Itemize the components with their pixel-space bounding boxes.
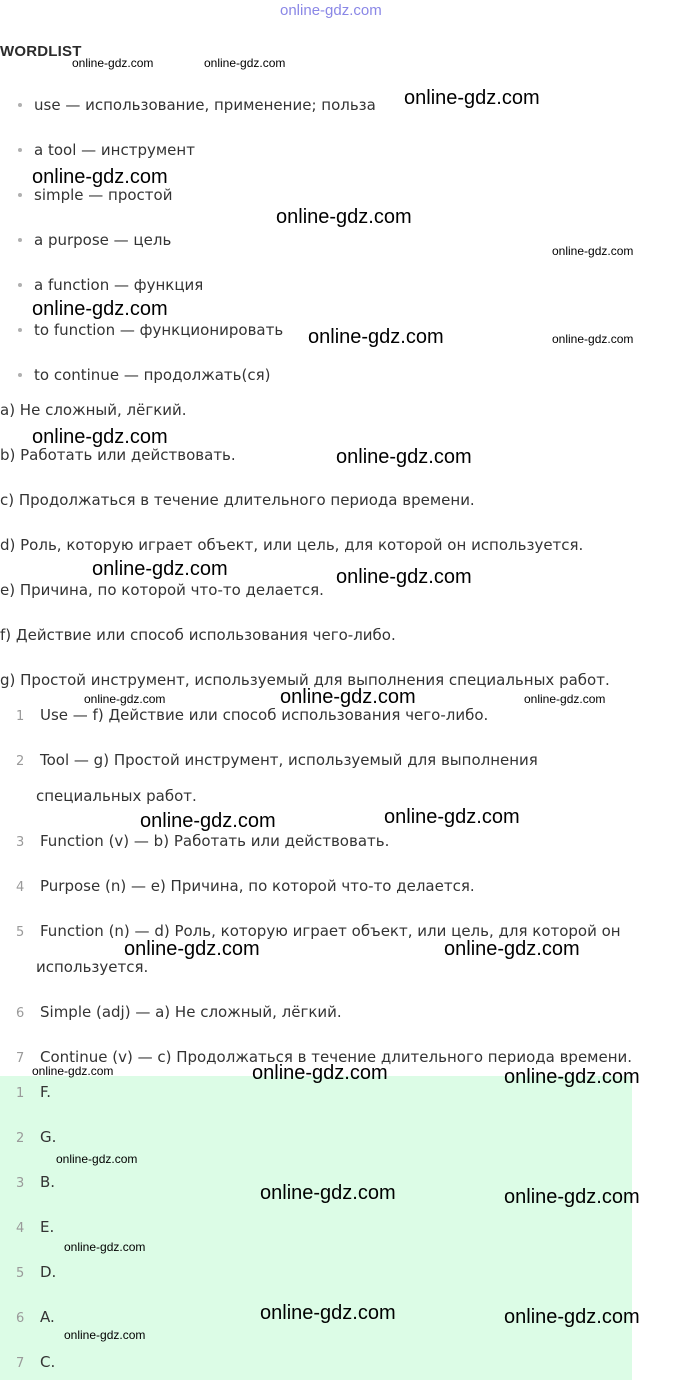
definition-item: f) Действие или способ использования чего-либо.	[0, 626, 396, 644]
watermark: online-gdz.com	[444, 938, 580, 960]
watermark: online-gdz.com	[552, 244, 634, 258]
wordlist-item	[18, 366, 270, 384]
answer-text: A.	[40, 1308, 55, 1326]
bullet-dot-icon	[18, 328, 22, 332]
answer-text: C.	[40, 1353, 56, 1371]
match-number: 4	[16, 880, 25, 895]
match-text-continuation: специальных работ.	[36, 787, 197, 805]
bullet-dot-icon	[18, 148, 22, 152]
answer-number: 3	[16, 1176, 25, 1191]
watermark: online-gdz.com	[252, 1062, 388, 1084]
wordlist-item	[18, 321, 283, 339]
watermark: online-gdz.com	[92, 558, 228, 580]
match-item	[16, 1003, 342, 1021]
match-number: 6	[16, 1006, 25, 1021]
watermark: online-gdz.com	[260, 1182, 396, 1204]
watermark: online-gdz.com	[72, 56, 154, 70]
wordlist-item-text: to function — функционировать	[34, 321, 284, 339]
answer-number: 4	[16, 1221, 25, 1236]
wordlist-item-text: a purpose — цель	[34, 231, 172, 249]
watermark: online-gdz.com	[336, 566, 472, 588]
watermark: online-gdz.com	[64, 1328, 146, 1342]
definition-item: a) Не сложный, лёгкий.	[0, 401, 187, 419]
match-item	[16, 751, 538, 769]
wordlist-item	[18, 231, 171, 249]
wordlist-item-text: a tool — инструмент	[34, 141, 195, 159]
wordlist-item	[18, 141, 195, 159]
wordlist-item-text: to continue — продолжать(ся)	[34, 366, 271, 384]
wordlist-item	[18, 276, 203, 294]
answer-text: E.	[40, 1218, 55, 1236]
watermark: online-gdz.com	[552, 332, 634, 346]
match-text: Function (v) — b) Работать или действовать.	[40, 832, 390, 850]
definition-item: c) Продолжаться в течение длительного периода времени.	[0, 491, 475, 509]
watermark: online-gdz.com	[84, 692, 166, 706]
answer-item	[16, 1308, 55, 1326]
match-text: Simple (adj) — a) Не сложный, лёгкий.	[40, 1003, 342, 1021]
answer-item	[16, 1083, 51, 1101]
answer-text: B.	[40, 1173, 56, 1191]
watermark: online-gdz.com	[260, 1302, 396, 1324]
match-text: Purpose (n) — e) Причина, по которой что-то делается.	[40, 877, 475, 895]
watermark: online-gdz.com	[504, 1186, 640, 1208]
bullet-dot-icon	[18, 193, 22, 197]
site-watermark-header: online-gdz.com	[280, 2, 382, 19]
answer-item	[16, 1263, 56, 1281]
answer-number: 1	[16, 1086, 25, 1101]
watermark: online-gdz.com	[280, 686, 416, 708]
watermark: online-gdz.com	[404, 87, 540, 109]
watermark: online-gdz.com	[504, 1306, 640, 1328]
watermark: online-gdz.com	[32, 1064, 114, 1078]
watermark: online-gdz.com	[384, 806, 520, 828]
watermark: online-gdz.com	[524, 692, 606, 706]
answer-number: 6	[16, 1311, 25, 1326]
watermark: online-gdz.com	[336, 446, 472, 468]
watermark: online-gdz.com	[140, 810, 276, 832]
wordlist-item	[18, 96, 376, 114]
match-item	[16, 706, 488, 724]
watermark: online-gdz.com	[32, 298, 168, 320]
watermark: online-gdz.com	[204, 56, 286, 70]
watermark: online-gdz.com	[56, 1152, 138, 1166]
match-item	[16, 877, 475, 895]
answer-text: G.	[40, 1128, 57, 1146]
match-item	[16, 832, 389, 850]
bullet-dot-icon	[18, 283, 22, 287]
match-number: 2	[16, 754, 25, 769]
watermark: online-gdz.com	[32, 426, 168, 448]
answer-item	[16, 1218, 54, 1236]
match-text: Use — f) Действие или способ использования чего-либо.	[40, 706, 489, 724]
answer-item	[16, 1353, 55, 1371]
wordlist-heading: WORDLIST	[0, 43, 82, 60]
match-number: 7	[16, 1051, 25, 1066]
watermark: online-gdz.com	[276, 206, 412, 228]
match-number: 1	[16, 709, 25, 724]
answer-number: 2	[16, 1131, 25, 1146]
answer-text: F.	[40, 1083, 51, 1101]
wordlist-item-text: a function — функция	[34, 276, 204, 294]
watermark: online-gdz.com	[124, 938, 260, 960]
match-number: 3	[16, 835, 25, 850]
definition-item: e) Причина, по которой что-то делается.	[0, 581, 324, 599]
watermark: online-gdz.com	[308, 326, 444, 348]
bullet-dot-icon	[18, 103, 22, 107]
wordlist-item-text: simple — простой	[34, 186, 173, 204]
wordlist-item-text: use — использование, применение; польза	[34, 96, 376, 114]
definition-item: g) Простой инструмент, используемый для выполнения специальных работ.	[0, 671, 610, 689]
definition-item: b) Работать или действовать.	[0, 446, 236, 464]
answer-text: D.	[40, 1263, 57, 1281]
bullet-dot-icon	[18, 373, 22, 377]
watermark: online-gdz.com	[64, 1240, 146, 1254]
match-number: 5	[16, 925, 25, 940]
watermark: online-gdz.com	[504, 1066, 640, 1088]
watermark: online-gdz.com	[32, 166, 168, 188]
answer-item	[16, 1173, 55, 1191]
match-text: Function (n) — d) Роль, которую играет объект, или цель, для которой он	[40, 922, 621, 940]
bullet-dot-icon	[18, 238, 22, 242]
match-text-continuation: используется.	[36, 958, 149, 976]
answer-number: 5	[16, 1266, 25, 1281]
answer-item	[16, 1128, 56, 1146]
definition-item: d) Роль, которую играет объект, или цель, для которой он используется.	[0, 536, 584, 554]
match-text: Tool — g) Простой инструмент, используемый для выполнения	[40, 751, 538, 769]
match-text: Continue (v) — c) Продолжаться в течение длительного периода времени.	[40, 1048, 633, 1066]
answer-number: 7	[16, 1356, 25, 1371]
